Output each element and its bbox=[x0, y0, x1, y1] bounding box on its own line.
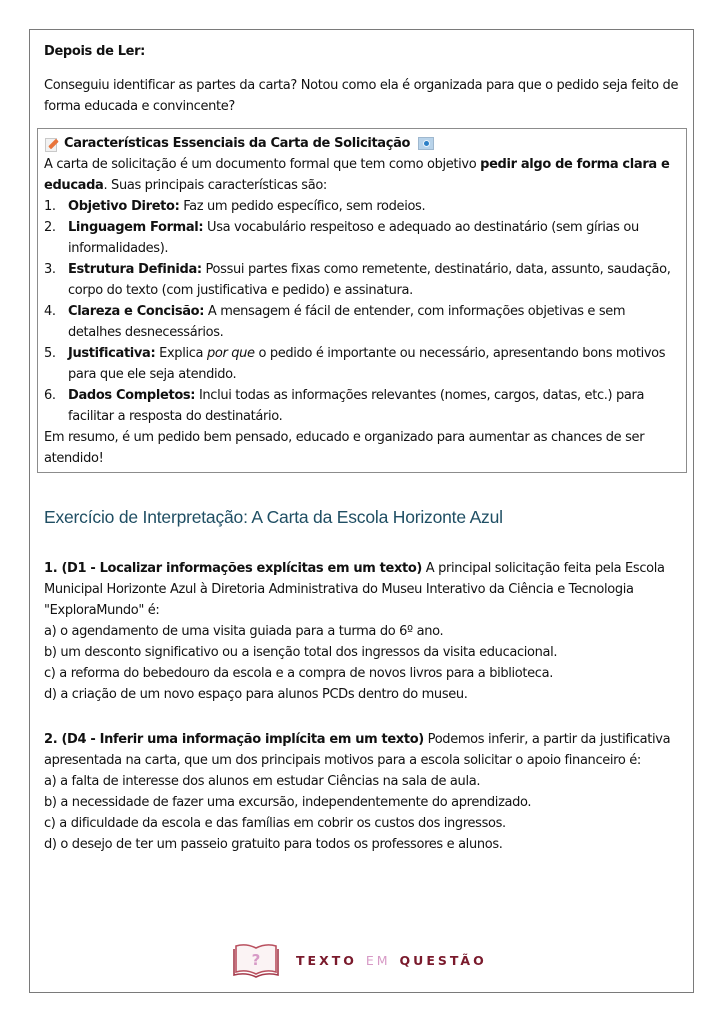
features-intro bbox=[44, 154, 680, 196]
after-reading-body: Conseguiu identificar as partes da carta? Notou como ela é organizada para que o pedido seja feito de forma educada e convincente? bbox=[44, 78, 679, 114]
question-prompt: A principal solicitação feita pela Escola Municipal Horizonte Azul à Diretoria Administrativa do Museu Interativo da Ciência e Tecnologia "ExploraMundo" é: bbox=[44, 561, 665, 618]
intro-text: A carta de solicitação é um documento formal que tem como objetivo bbox=[44, 157, 481, 172]
brand-wordmark bbox=[296, 953, 487, 968]
item-number: 2. bbox=[44, 220, 56, 235]
intro-text-end: . Suas principais características são: bbox=[103, 178, 327, 193]
item-label: Clareza e Concisão: bbox=[68, 304, 205, 319]
feature-item bbox=[44, 301, 680, 343]
item-number: 6. bbox=[44, 388, 56, 403]
intro-bold: pedir algo de forma clara e educada bbox=[44, 157, 670, 193]
item-text: o pedido é importante ou necessário, apresentando bons motivos para que ele seja atendido. bbox=[68, 346, 666, 382]
feature-item bbox=[44, 217, 680, 259]
option-b: b) a necessidade de fazer uma excursão, independentemente do aprendizado. bbox=[44, 795, 532, 810]
memo-pencil-icon bbox=[44, 137, 58, 151]
brand-word-texto: TEXTO bbox=[296, 952, 357, 968]
feature-item bbox=[44, 196, 680, 217]
item-text: Possui partes fixas como remetente, destinatário, data, assunto, saudação, corpo do texto (com justificativa e pedido) e assinatura. bbox=[68, 262, 671, 298]
item-italic: por que bbox=[206, 346, 255, 361]
item-number: 3. bbox=[44, 262, 56, 277]
question-stem bbox=[44, 729, 689, 771]
open-book-question-icon bbox=[232, 940, 280, 980]
features-summary: Em resumo, é um pedido bem pensado, educado e organizado para aumentar as chances de ser atendido! bbox=[44, 430, 645, 466]
after-reading-title: Depois de Ler: bbox=[44, 44, 146, 59]
item-text: A mensagem é fácil de entender, com informações objetivas e sem detalhes desnecessários. bbox=[68, 304, 626, 340]
option-b: b) um desconto significativo ou a isenção total dos ingressos da visita educacional. bbox=[44, 645, 558, 660]
envelope-icon bbox=[418, 137, 434, 150]
exercise-heading: Exercício de Interpretação: A Carta da Escola Horizonte Azul bbox=[44, 507, 503, 527]
question-prompt: Podemos inferir, a partir da justificativa apresentada na carta, que um dos principais motivos para a escola solicitar o apoio financeiro é: bbox=[44, 732, 671, 768]
item-number: 5. bbox=[44, 346, 56, 361]
question-2 bbox=[44, 729, 689, 855]
brand-word-em: EM bbox=[365, 952, 391, 968]
question-1 bbox=[44, 558, 689, 705]
question-lead: 2. (D4 - Inferir uma informação implícita em um texto) bbox=[44, 732, 424, 747]
item-number: 1. bbox=[44, 199, 56, 214]
features-box-title bbox=[44, 133, 680, 154]
option-a: a) o agendamento de uma visita guiada para a turma do 6º ano. bbox=[44, 624, 444, 639]
item-number: 4. bbox=[44, 304, 56, 319]
feature-item bbox=[44, 343, 680, 385]
features-box bbox=[37, 128, 687, 473]
item-text: Usa vocabulário respeitoso e adequado ao destinatário (sem gírias ou informalidades). bbox=[68, 220, 639, 256]
features-list bbox=[44, 196, 680, 427]
question-mark-glyph: ? bbox=[251, 951, 261, 969]
item-label: Estrutura Definida: bbox=[68, 262, 202, 277]
item-text: Explica bbox=[155, 346, 207, 361]
feature-item bbox=[44, 385, 680, 427]
question-lead: 1. (D1 - Localizar informações explícitas em um texto) bbox=[44, 561, 423, 576]
feature-item bbox=[44, 259, 680, 301]
item-label: Objetivo Direto: bbox=[68, 199, 180, 214]
option-c: c) a dificuldade da escola e das famílias em cobrir os custos dos ingressos. bbox=[44, 816, 506, 831]
item-label: Justificativa: bbox=[68, 346, 156, 361]
footer-logo bbox=[232, 940, 487, 980]
option-a: a) a falta de interesse dos alunos em estudar Ciências na sala de aula. bbox=[44, 774, 481, 789]
features-title-text: Características Essenciais da Carta de Solicitação bbox=[64, 136, 411, 151]
question-stem bbox=[44, 558, 689, 621]
option-c: c) a reforma do bebedouro da escola e a compra de novos livros para a biblioteca. bbox=[44, 666, 553, 681]
option-d: d) o desejo de ter um passeio gratuito para todos os professores e alunos. bbox=[44, 837, 503, 852]
item-text: Inclui todas as informações relevantes (nomes, cargos, datas, etc.) para facilitar a resposta do destinatário. bbox=[68, 388, 645, 424]
option-d: d) a criação de um novo espaço para alunos PCDs dentro do museu. bbox=[44, 687, 468, 702]
item-text: Faz um pedido específico, sem rodeios. bbox=[179, 199, 426, 214]
item-label: Linguagem Formal: bbox=[68, 220, 204, 235]
item-label: Dados Completos: bbox=[68, 388, 196, 403]
brand-word-questao: QUESTÃO bbox=[399, 952, 487, 968]
